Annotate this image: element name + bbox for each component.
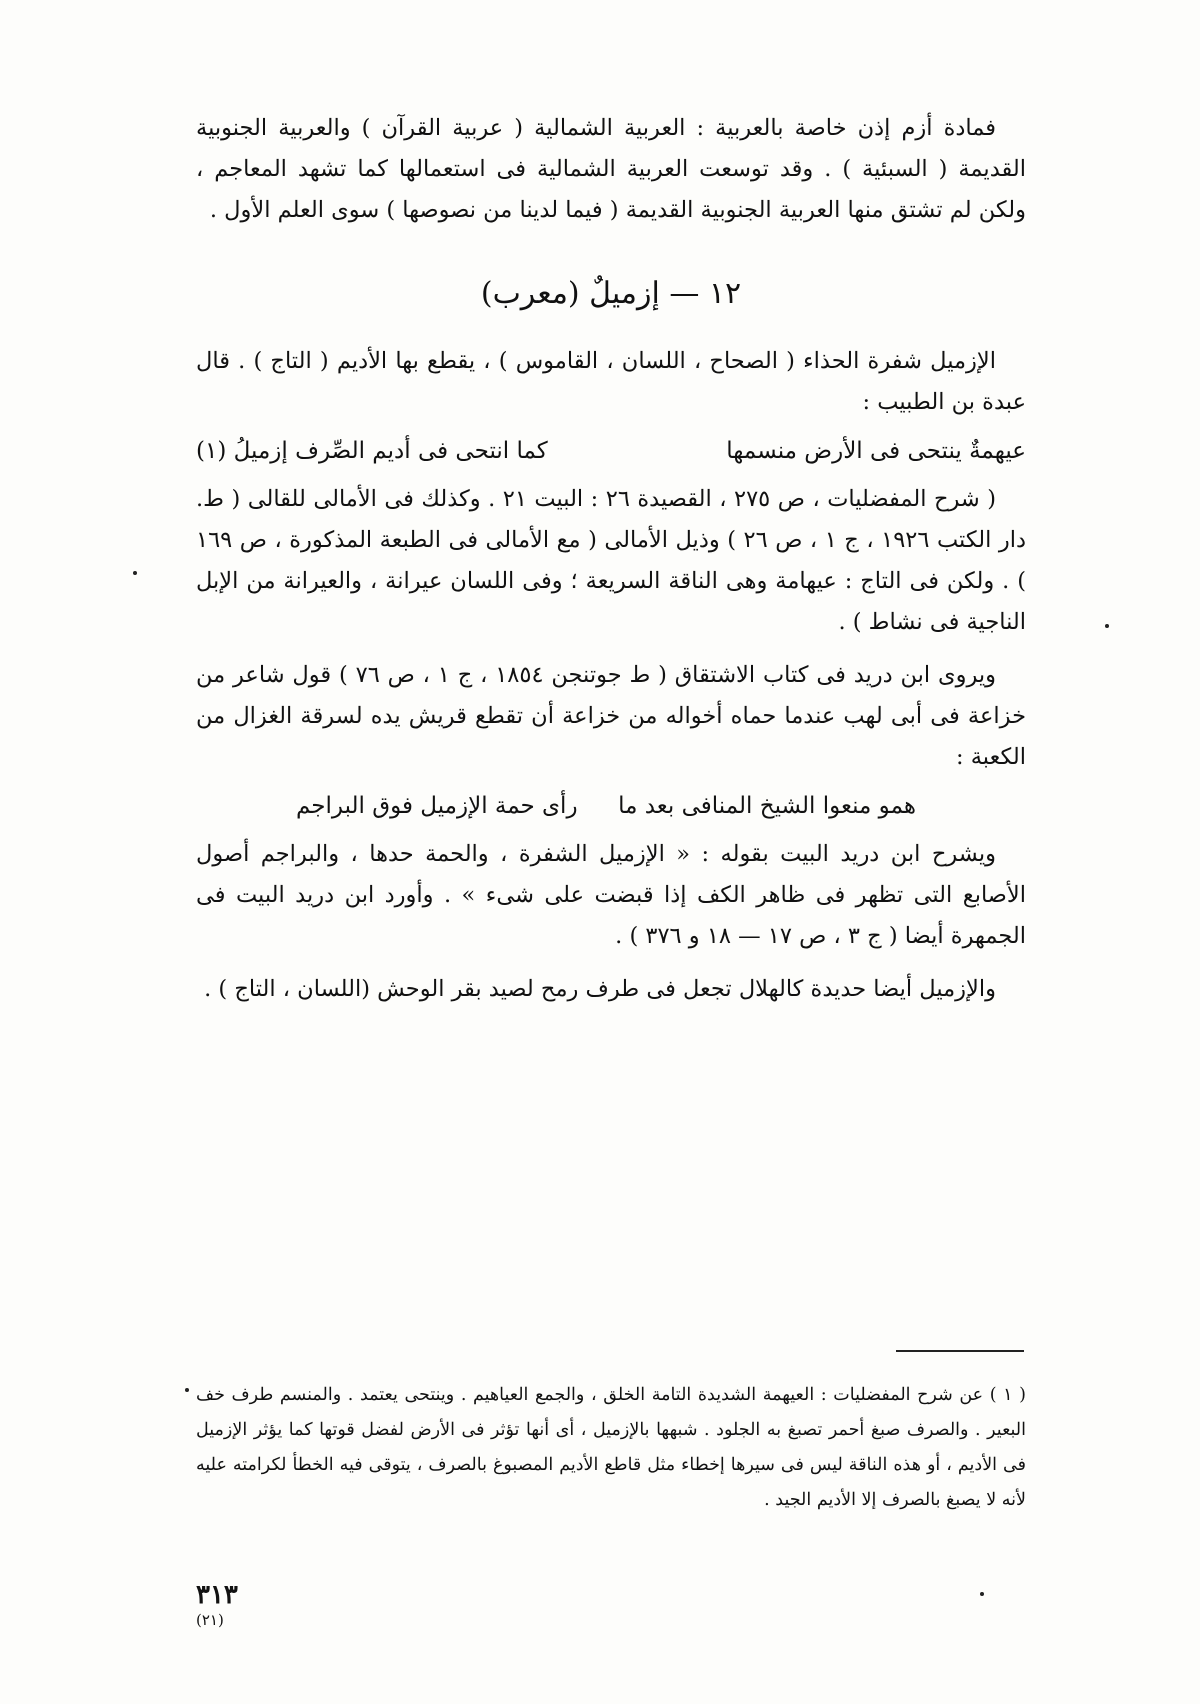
verse-hemistich-second: رأى حمة الإزميل فوق البراجم bbox=[296, 793, 578, 819]
verse-khuzaa bbox=[196, 784, 1026, 828]
paragraph-intro: فمادة أزم إذن خاصة بالعربية : العربية الشمالية ( عربية القرآن ) والعربية الجنوبية القديمة ( السبئية ) . وقد توسعت العربية الشمالية فى استعمالها كما تشهد المعاجم ، ولكن لم تشتق منها العربية الجنوبية القديمة ( فيما لدينا من نصوصها ) سوى العلم الأول . bbox=[196, 115, 1026, 223]
paragraph-ibn-durayd: ويروى ابن دريد فى كتاب الاشتقاق ( ط جوتنجن ١٨٥٤ ، ج ١ ، ص ٧٦ ) قول شاعر من خزاعة فى أبى لهب عندما حماه أخواله من خزاعة أن تقطع قريش يده لسرقة الغزال من الكعبة : bbox=[196, 662, 1026, 770]
footnote-divider bbox=[896, 1350, 1024, 1352]
paragraph-sharh: ( شرح المفضليات ، ص ٢٧٥ ، القصيدة ٢٦ : البيت ٢١ . وكذلك فى الأمالى للقالى ( ط. دار الكتب ١٩٢٦ ، ج ١ ، ص ٢٦ ) وذيل الأمالى ( مع الأمالى فى الطبعة المذكورة ، ص ١٦٩ ) . ولكن فى التاج : عيهامة وهى الناقة السريعة ؛ وفى اللسان عيرانة ، والعيرانة من الإبل الناجية فى نشاط ) . bbox=[196, 486, 1027, 635]
verse-hemistich-first: همو منعوا الشيخ المنافى بعد ما bbox=[618, 793, 916, 819]
paragraph-hunting: والإزميل أيضا حديدة كالهلال تجعل فى طرف رمح لصيد بقر الوحش (اللسان ، التاج ) . bbox=[204, 976, 996, 1002]
verse-hemistich-first: عيهمةٌ ينتحى فى الأرض منسمها bbox=[726, 438, 1026, 464]
sheet-number: (٢١) bbox=[196, 1611, 224, 1629]
page-number: ٣١٣ bbox=[196, 1580, 238, 1610]
scan-speck bbox=[133, 571, 137, 575]
verse-hemistich-second: كما انتحى فى أديم الصِّرف إزميلُ (١) bbox=[196, 438, 548, 464]
footnote bbox=[196, 1378, 1026, 1518]
paragraph-explanation: ويشرح ابن دريد البيت بقوله : « الإزميل الشفرة ، والحمة حدها ، والبراجم أصول الأصابع التى تظهر فى ظاهر الكف إذا قبضت على شىء » . وأورد ابن دريد البيت فى الجمهرة أيضا ( ج ٣ ، ص ١٧ — ١٨ و ٣٧٦ ) . bbox=[196, 841, 1026, 949]
main-text bbox=[196, 108, 1026, 1010]
scan-speck bbox=[980, 1592, 984, 1596]
entry-heading: ١٢ — إزميلٌ (معرب) bbox=[480, 276, 742, 311]
scan-speck bbox=[1105, 624, 1109, 628]
verse-abda bbox=[196, 429, 1026, 473]
scan-speck bbox=[185, 1388, 189, 1392]
footnote-text: ( ١ ) عن شرح المفضليات : العيهمة الشديدة التامة الخلق ، والجمع العياهيم . وينتحى يعتمد . والمنسم طرف خف البعير . والصرف صبغ أحمر تصبغ به الجلود . شبهها بالإزميل ، أى أنها تؤثر فى الأرض لفضل قوتها كما يؤثر الإزميل فى الأديم ، أو هذه الناقة ليس فى سيرها إخطاء مثل قاطع الأديم المصبوغ بالصرف ، يتوقى فيه الخطأ لكرامته عليه لأنه لا يصبغ بالصرف إلا الأديم الجيد . bbox=[196, 1385, 1026, 1510]
paragraph-definition: الإزميل شفرة الحذاء ( الصحاح ، اللسان ، القاموس ) ، يقطع بها الأديم ( التاج ) . قال عبدة بن الطبيب : bbox=[196, 348, 1026, 415]
